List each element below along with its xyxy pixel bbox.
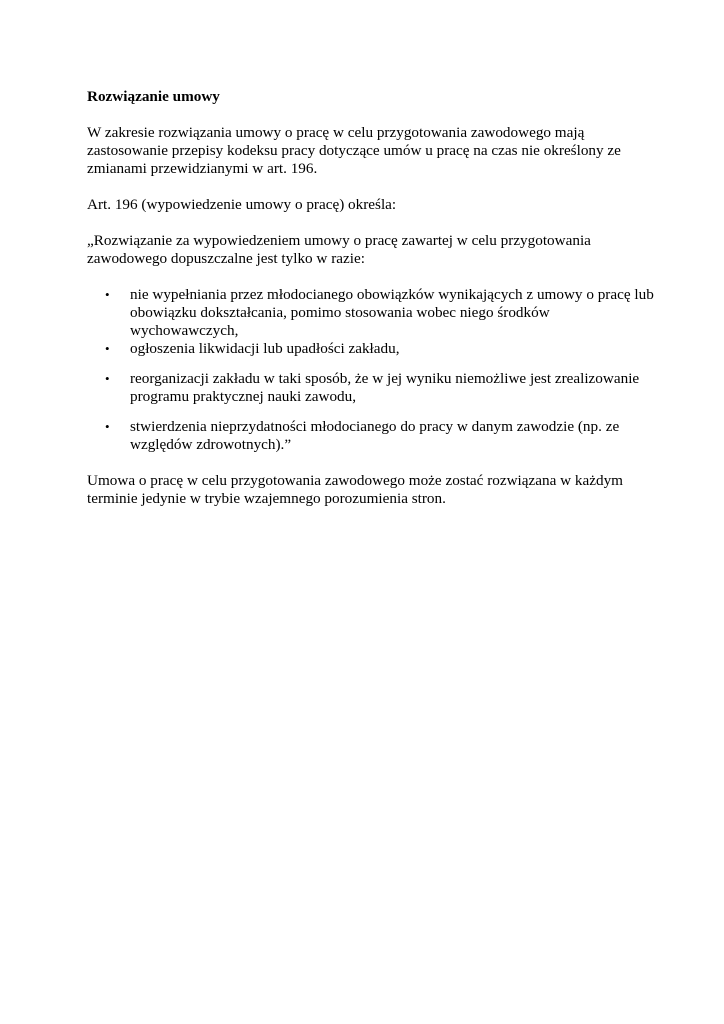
paragraph-line: zmianami przewidzianymi w art. 196. [87,160,318,177]
termination-reasons-list [87,286,657,454]
list-item-line: względów zdrowotnych).” [130,436,292,453]
list-item-line: nie wypełniania przez młodocianego obowiązków wynikających z umowy o pracę lub [130,286,654,303]
list-item-line: ogłoszenia likwidacji lub upadłości zakładu, [130,340,400,357]
list-item-line: obowiązku dokształcania, pomimo stosowania wobec niego środków [130,304,550,321]
paragraph-line: Umowa o pracę w celu przygotowania zawodowego może zostać rozwiązana w każdym [87,472,623,489]
list-item-line: wychowawczych, [130,322,239,339]
bullet-icon: • [105,287,110,302]
article-reference-paragraph [87,196,657,214]
list-item [87,340,657,358]
paragraph-line: W zakresie rozwiązania umowy o pracę w celu przygotowania zawodowego mają [87,124,585,141]
quote-intro-paragraph [87,232,657,268]
paragraph-line: „Rozwiązanie za wypowiedzeniem umowy o pracę zawartej w celu przygotowania [87,232,591,249]
list-item-line: stwierdzenia nieprzydatności młodocianego do pracy w danym zawodzie (np. ze [130,418,620,435]
document-title: Rozwiązanie umowy [87,88,220,105]
paragraph-line: zastosowanie przepisy kodeksu pracy dotyczące umów u pracę na czas nie określony ze [87,142,621,159]
paragraph-line: terminie jedynie w trybie wzajemnego porozumienia stron. [87,490,446,507]
intro-paragraph [87,124,657,178]
paragraph-line: Art. 196 (wypowiedzenie umowy o pracę) określa: [87,196,397,213]
bullet-icon: • [105,341,110,356]
document-page [87,88,657,526]
bullet-icon: • [105,371,110,386]
list-item [87,286,657,340]
closing-paragraph [87,472,657,508]
list-item-line: programu praktycznej nauki zawodu, [130,388,357,405]
paragraph-line: zawodowego dopuszczalne jest tylko w razie: [87,250,365,267]
bullet-icon: • [105,419,110,434]
list-item [87,418,657,454]
list-item [87,370,657,406]
list-item-line: reorganizacji zakładu w taki sposób, że w jej wyniku niemożliwe jest zrealizowanie [130,370,640,387]
